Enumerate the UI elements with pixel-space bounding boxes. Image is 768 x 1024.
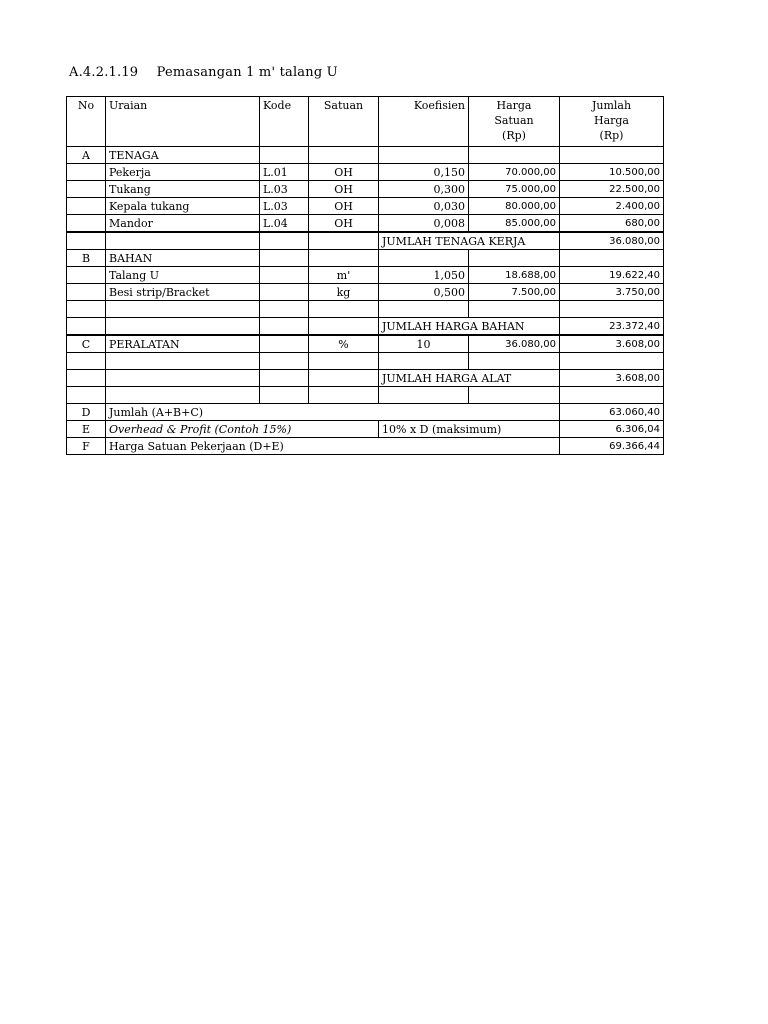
section-b-total-label: JUMLAH HARGA BAHAN (379, 318, 560, 336)
header-harga-satuan-line3: (Rp) (502, 129, 526, 142)
header-no: No (67, 97, 106, 147)
header-kode: Kode (260, 97, 309, 147)
section-a-total-row (67, 232, 664, 250)
row-kode: L.03 (260, 181, 309, 198)
section-c-label: PERALATAN (106, 335, 260, 353)
summary-d-value: 63.060,40 (560, 404, 664, 421)
row-uraian: Talang U (106, 267, 260, 284)
row-jumlah-harga: 19.622,40 (560, 267, 664, 284)
section-c-koefisien: 10 (379, 335, 469, 353)
row-koefisien: 0,030 (379, 198, 469, 215)
row-uraian: Mandor (106, 215, 260, 233)
summary-d-label: Jumlah (A+B+C) (106, 404, 560, 421)
section-a-label: TENAGA (106, 147, 260, 164)
section-c-total-value: 3.608,00 (560, 370, 664, 387)
header-harga-satuan-line1: Harga (496, 99, 532, 112)
section-c-harga-satuan: 36.080,00 (469, 335, 560, 353)
unit-price-table (66, 96, 664, 455)
row-harga-satuan: 80.000,00 (469, 198, 560, 215)
row-jumlah-harga: 22.500,00 (560, 181, 664, 198)
section-a-header-row (67, 147, 664, 164)
row-kode: L.04 (260, 215, 309, 233)
row-koefisien: 0,300 (379, 181, 469, 198)
document-title (69, 65, 338, 80)
row-jumlah-harga: 680,00 (560, 215, 664, 233)
section-b-total-row (67, 318, 664, 336)
row-koefisien: 0,008 (379, 215, 469, 233)
summary-f-no: F (67, 438, 106, 455)
summary-row-d (67, 404, 664, 421)
section-b-no: B (67, 250, 106, 267)
section-a-no: A (67, 147, 106, 164)
table-row (67, 215, 664, 233)
summary-row-f (67, 438, 664, 455)
section-c-jumlah-harga: 3.608,00 (560, 335, 664, 353)
table-row (67, 181, 664, 198)
section-b-total-value: 23.372,40 (560, 318, 664, 336)
row-uraian: Tukang (106, 181, 260, 198)
title-text: Pemasangan 1 m' talang U (156, 65, 338, 80)
table-row (67, 284, 664, 301)
section-c-total-label: JUMLAH HARGA ALAT (379, 370, 560, 387)
summary-e-label: Overhead & Profit (Contoh 15%) (106, 421, 379, 438)
empty-row (67, 301, 664, 318)
section-c-total-row (67, 370, 664, 387)
table-row (67, 164, 664, 181)
header-harga-satuan (469, 97, 560, 147)
header-satuan: Satuan (309, 97, 379, 147)
row-koefisien: 1,050 (379, 267, 469, 284)
section-c-no: C (67, 335, 106, 353)
header-koefisien: Koefisien (379, 97, 469, 147)
section-a-total-value: 36.080,00 (560, 232, 664, 250)
summary-row-e (67, 421, 664, 438)
row-harga-satuan: 18.688,00 (469, 267, 560, 284)
row-uraian: Besi strip/Bracket (106, 284, 260, 301)
title-code: A.4.2.1.19 (69, 65, 139, 80)
header-uraian: Uraian (106, 97, 260, 147)
row-satuan: OH (309, 181, 379, 198)
row-kode: L.03 (260, 198, 309, 215)
row-harga-satuan: 75.000,00 (469, 181, 560, 198)
header-jumlah-harga-line3: (Rp) (599, 129, 624, 142)
summary-e-note: 10% x D (maksimum) (379, 421, 560, 438)
row-jumlah-harga: 2.400,00 (560, 198, 664, 215)
summary-e-no: E (67, 421, 106, 438)
summary-d-no: D (67, 404, 106, 421)
row-koefisien: 0,150 (379, 164, 469, 181)
empty-row (67, 387, 664, 404)
section-a-total-label: JUMLAH TENAGA KERJA (379, 232, 560, 250)
table-row (67, 267, 664, 284)
row-satuan: kg (309, 284, 379, 301)
section-b-label: BAHAN (106, 250, 260, 267)
row-satuan: OH (309, 164, 379, 181)
row-harga-satuan: 85.000,00 (469, 215, 560, 233)
row-harga-satuan: 70.000,00 (469, 164, 560, 181)
row-harga-satuan: 7.500,00 (469, 284, 560, 301)
header-jumlah-harga-line1: Jumlah (591, 99, 632, 112)
row-koefisien: 0,500 (379, 284, 469, 301)
row-satuan: OH (309, 198, 379, 215)
section-b-header-row (67, 250, 664, 267)
header-harga-satuan-line2: Satuan (494, 114, 534, 127)
row-uraian: Pekerja (106, 164, 260, 181)
section-c-satuan: % (309, 335, 379, 353)
row-kode: L.01 (260, 164, 309, 181)
row-uraian: Kepala tukang (106, 198, 260, 215)
row-jumlah-harga: 10.500,00 (560, 164, 664, 181)
row-satuan: OH (309, 215, 379, 233)
row-jumlah-harga: 3.750,00 (560, 284, 664, 301)
table-row (67, 198, 664, 215)
summary-f-value: 69.366,44 (560, 438, 664, 455)
header-jumlah-harga-line2: Harga (593, 114, 629, 127)
section-c-row (67, 335, 664, 353)
summary-e-value: 6.306,04 (560, 421, 664, 438)
header-jumlah-harga (560, 97, 664, 147)
table-header-row (67, 97, 664, 147)
empty-row (67, 353, 664, 370)
row-satuan: m' (309, 267, 379, 284)
summary-f-label: Harga Satuan Pekerjaan (D+E) (106, 438, 560, 455)
